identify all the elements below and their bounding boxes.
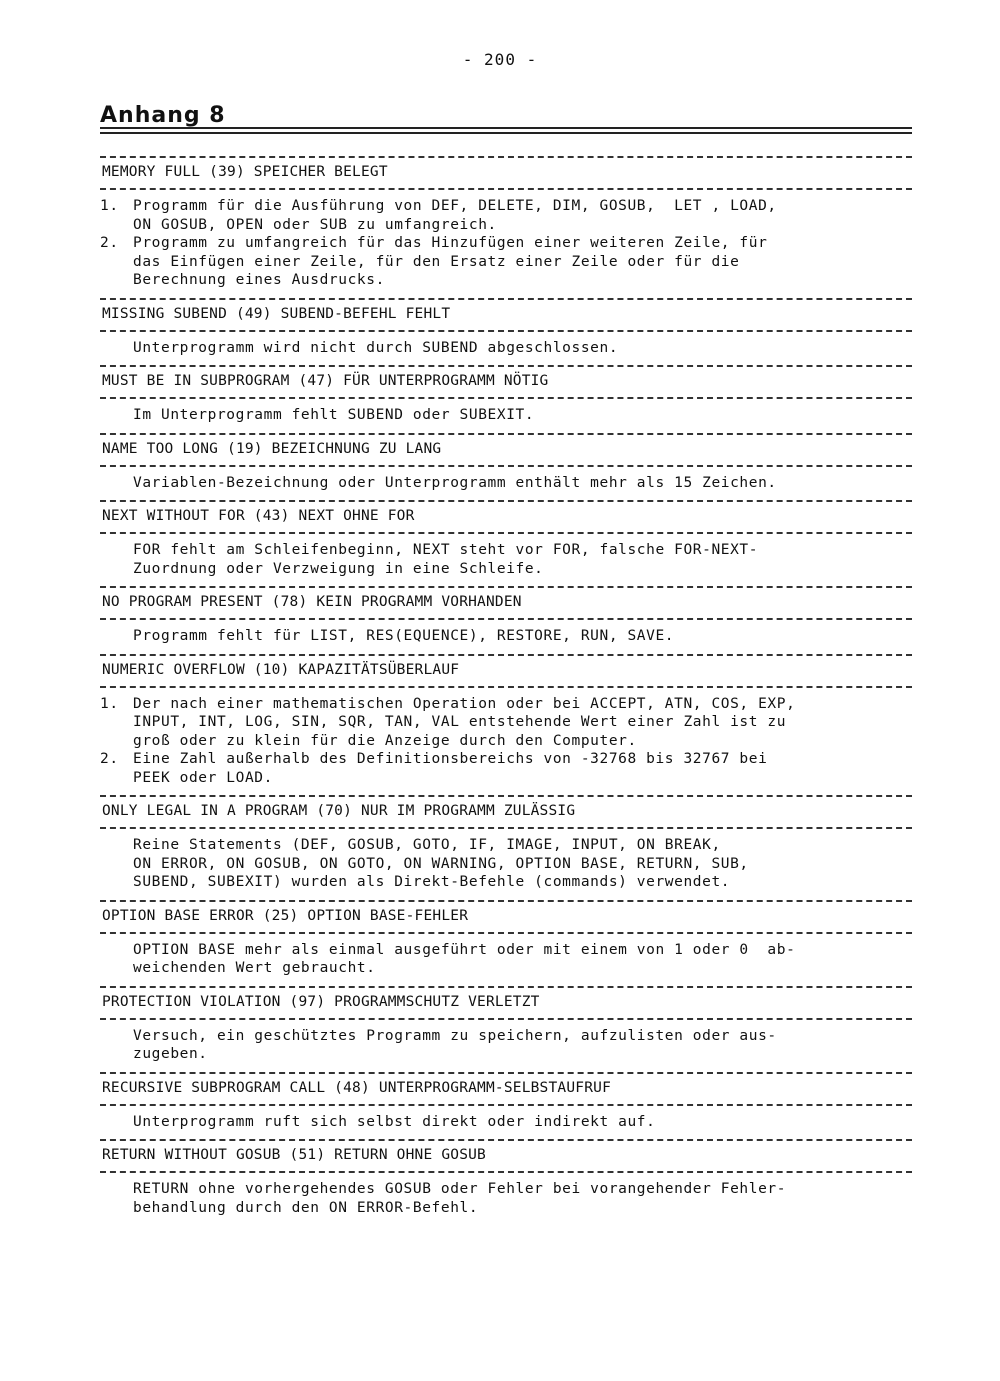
text-line: das Einfügen einer Zeile, für den Ersatz einer Zeile oder für die — [133, 253, 740, 270]
item-text — [133, 695, 912, 751]
error-description — [100, 467, 912, 501]
text-line: ON GOSUB, OPEN oder SUB zu umfangreich. — [133, 216, 497, 233]
item-number: 2. — [100, 751, 119, 767]
text-line: FOR fehlt am Schleifenbeginn, NEXT steht vor FOR, falsche FOR-NEXT- — [133, 542, 759, 558]
item-text — [133, 197, 912, 234]
item-number: 1. — [100, 198, 119, 214]
error-description — [100, 620, 912, 654]
numbered-item — [100, 750, 912, 787]
error-entry — [100, 986, 912, 1072]
error-title: MEMORY FULL (39) SPEICHER BELEGT — [102, 164, 388, 180]
text-line: zugeben. — [133, 1046, 208, 1062]
error-description — [100, 934, 912, 986]
error-description — [100, 190, 912, 298]
error-title: MISSING SUBEND (49) SUBEND-BEFEHL FEHLT — [102, 305, 451, 322]
appendix-heading: Anhang 8 — [100, 103, 226, 128]
heading-double-rule — [100, 127, 912, 134]
text-line: Zuordnung oder Verzweigung in eine Schleife. — [133, 560, 544, 577]
error-message-list — [100, 156, 912, 1225]
error-description — [100, 332, 912, 366]
error-title: ONLY LEGAL IN A PROGRAM (70) NUR IM PROGRAMM ZULÄSSIG — [102, 803, 576, 819]
text-line: weichenden Wert gebraucht. — [133, 960, 376, 976]
text-line: groß oder zu klein für die Anzeige durch den Computer. — [133, 732, 637, 749]
text-line: Berechnung eines Ausdrucks. — [133, 272, 385, 288]
text-line: Unterprogramm wird nicht durch SUBEND abgeschlossen. — [133, 339, 619, 356]
text-line: Programm zu umfangreich für das Hinzufügen einer weiteren Zeile, für — [133, 235, 768, 251]
error-title: NO PROGRAM PRESENT (78) KEIN PROGRAMM VORHANDEN — [102, 594, 522, 610]
text-line: Im Unterprogramm fehlt SUBEND oder SUBEXIT. — [133, 407, 535, 423]
error-entry — [100, 1072, 912, 1140]
error-title: OPTION BASE ERROR (25) OPTION BASE-FEHLER — [102, 907, 469, 924]
error-entry — [100, 433, 912, 501]
text-line: OPTION BASE mehr als einmal ausgeführt oder mit einem von 1 oder 0 ab- — [133, 941, 796, 958]
text-line: INPUT, INT, LOG, SIN, SQR, TAN, VAL entstehende Wert einer Zahl ist zu — [133, 714, 787, 730]
error-entry — [100, 156, 912, 298]
error-entry — [100, 900, 912, 986]
error-title: RECURSIVE SUBPROGRAM CALL (48) UNTERPROGRAMM-SELBSTAUFRUF — [102, 1079, 611, 1096]
error-entry — [100, 795, 912, 900]
text-line: Programm für die Ausführung von DEF, DELETE, DIM, GOSUB, LET , LOAD, — [133, 198, 777, 214]
text-line: PEEK oder LOAD. — [133, 769, 273, 786]
text-line: RETURN ohne vorhergehendes GOSUB oder Fehler bei vorangehender Fehler- — [133, 1181, 787, 1197]
text-line: Reine Statements (DEF, GOSUB, GOTO, IF, IMAGE, INPUT, ON BREAK, — [133, 837, 721, 853]
text-line: Der nach einer mathematischen Operation oder bei ACCEPT, ATN, COS, EXP, — [133, 695, 796, 712]
text-line: SUBEND, SUBEXIT) wurden als Direkt-Befehle (commands) verwendet. — [133, 874, 731, 890]
error-title: PROTECTION VIOLATION (97) PROGRAMMSCHUTZ VERLETZT — [102, 993, 540, 1010]
text-line: Versuch, ein geschütztes Programm zu speichern, aufzulisten oder aus- — [133, 1027, 777, 1044]
error-entry — [100, 298, 912, 366]
error-description — [100, 1106, 912, 1140]
error-title: RETURN WITHOUT GOSUB (51) RETURN OHNE GOSUB — [102, 1147, 486, 1163]
error-description — [100, 534, 912, 586]
text-line: Eine Zahl außerhalb des Definitionsbereichs von -32768 bis 32767 bei — [133, 751, 768, 767]
text-line: behandlung durch den ON ERROR-Befehl. — [133, 1199, 479, 1216]
error-description — [100, 829, 912, 900]
text-line: Variablen-Bezeichnung oder Unterprogramm enthält mehr als 15 Zeichen. — [133, 474, 777, 491]
error-description — [100, 1020, 912, 1072]
error-title: NAME TOO LONG (19) BEZEICHNUNG ZU LANG — [102, 440, 442, 457]
error-entry — [100, 586, 912, 654]
error-entry — [100, 654, 912, 796]
item-text — [133, 234, 912, 290]
numbered-item — [100, 695, 912, 751]
error-description — [100, 688, 912, 796]
page-number: - 200 - — [462, 50, 538, 69]
error-title: MUST BE IN SUBPROGRAM (47) FÜR UNTERPROGRAMM NÖTIG — [102, 373, 549, 389]
text-line: ON ERROR, ON GOSUB, ON GOTO, ON WARNING, OPTION BASE, RETURN, SUB, — [133, 855, 749, 872]
error-description — [100, 399, 912, 433]
error-title: NUMERIC OVERFLOW (10) KAPAZITÄTSÜBERLAUF — [102, 661, 460, 678]
error-description — [100, 1173, 912, 1225]
text-line: Programm fehlt für LIST, RES(EQUENCE), RESTORE, RUN, SAVE. — [133, 628, 675, 644]
numbered-item — [100, 234, 912, 290]
error-entry — [100, 1139, 912, 1225]
error-entry — [100, 500, 912, 586]
item-text — [133, 750, 912, 787]
numbered-item — [100, 197, 912, 234]
text-line: Unterprogramm ruft sich selbst direkt oder indirekt auf. — [133, 1113, 656, 1130]
error-title: NEXT WITHOUT FOR (43) NEXT OHNE FOR — [102, 508, 415, 524]
item-number: 1. — [100, 695, 119, 712]
error-entry — [100, 365, 912, 433]
item-number: 2. — [100, 235, 119, 251]
